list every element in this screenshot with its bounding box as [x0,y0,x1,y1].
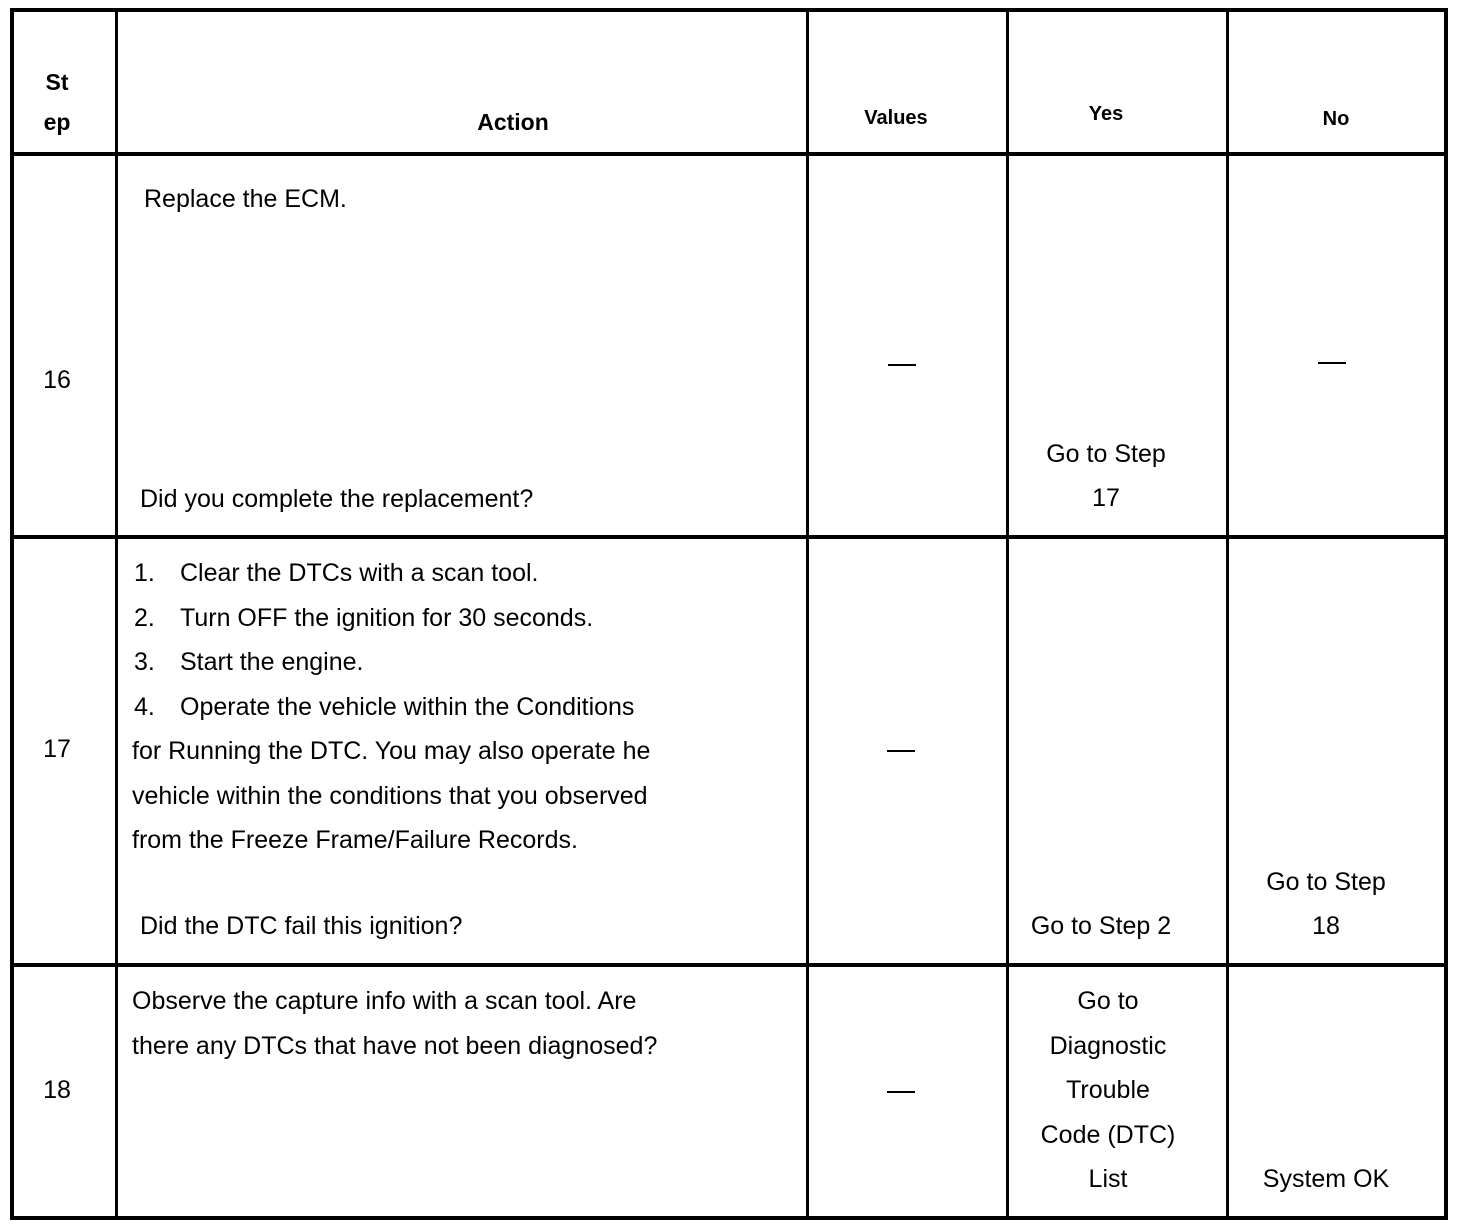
list-item: 3. Start the engine. [134,648,364,676]
header-no: No [1322,108,1350,130]
no-cell: System OK [1262,1165,1390,1193]
action-text: Replace the ECM. [144,185,347,213]
action-question: Did the DTC fail this ignition? [140,912,463,940]
list-item: 4. Operate the vehicle within the Conditions [134,692,635,721]
action-text: Observe the capture info with a scan tool. Are there any DTCs that have not been diagnosed? [132,987,658,1060]
values-dash [888,364,916,366]
header-action: Action [477,109,549,135]
column-divider [1226,12,1229,1216]
values-dash [887,1091,915,1093]
step-number: 17 [43,735,71,763]
step-number: 16 [43,366,71,394]
row-divider [14,535,1444,539]
row-divider [14,152,1444,156]
row-divider [14,963,1444,967]
yes-cell: Go to Diagnostic Trouble Code (DTC) List [1040,987,1176,1193]
yes-cell: Go to Step 17 [1046,440,1166,512]
no-cell: Go to Step 18 [1266,868,1386,940]
header-step: St ep [43,69,71,135]
list-item: 2. Turn OFF the ignition for 30 seconds. [134,603,594,632]
list-item: 1. Clear the DTCs with a scan tool. [134,559,539,587]
header-values: Values [864,107,928,129]
column-divider [806,12,809,1216]
procedure-continuation: for Running the DTC. You may also operate he vehicle within the conditions that you observed from the Freeze Frame/Failure Records. [132,737,651,854]
action-question: Did you complete the replacement? [140,485,534,513]
values-dash [887,750,915,752]
no-dash [1318,362,1346,364]
header-yes: Yes [1088,103,1124,125]
column-divider [115,12,118,1216]
procedure-list [134,551,634,729]
yes-cell: Go to Step 2 [1030,912,1172,940]
step-number: 18 [43,1076,71,1104]
